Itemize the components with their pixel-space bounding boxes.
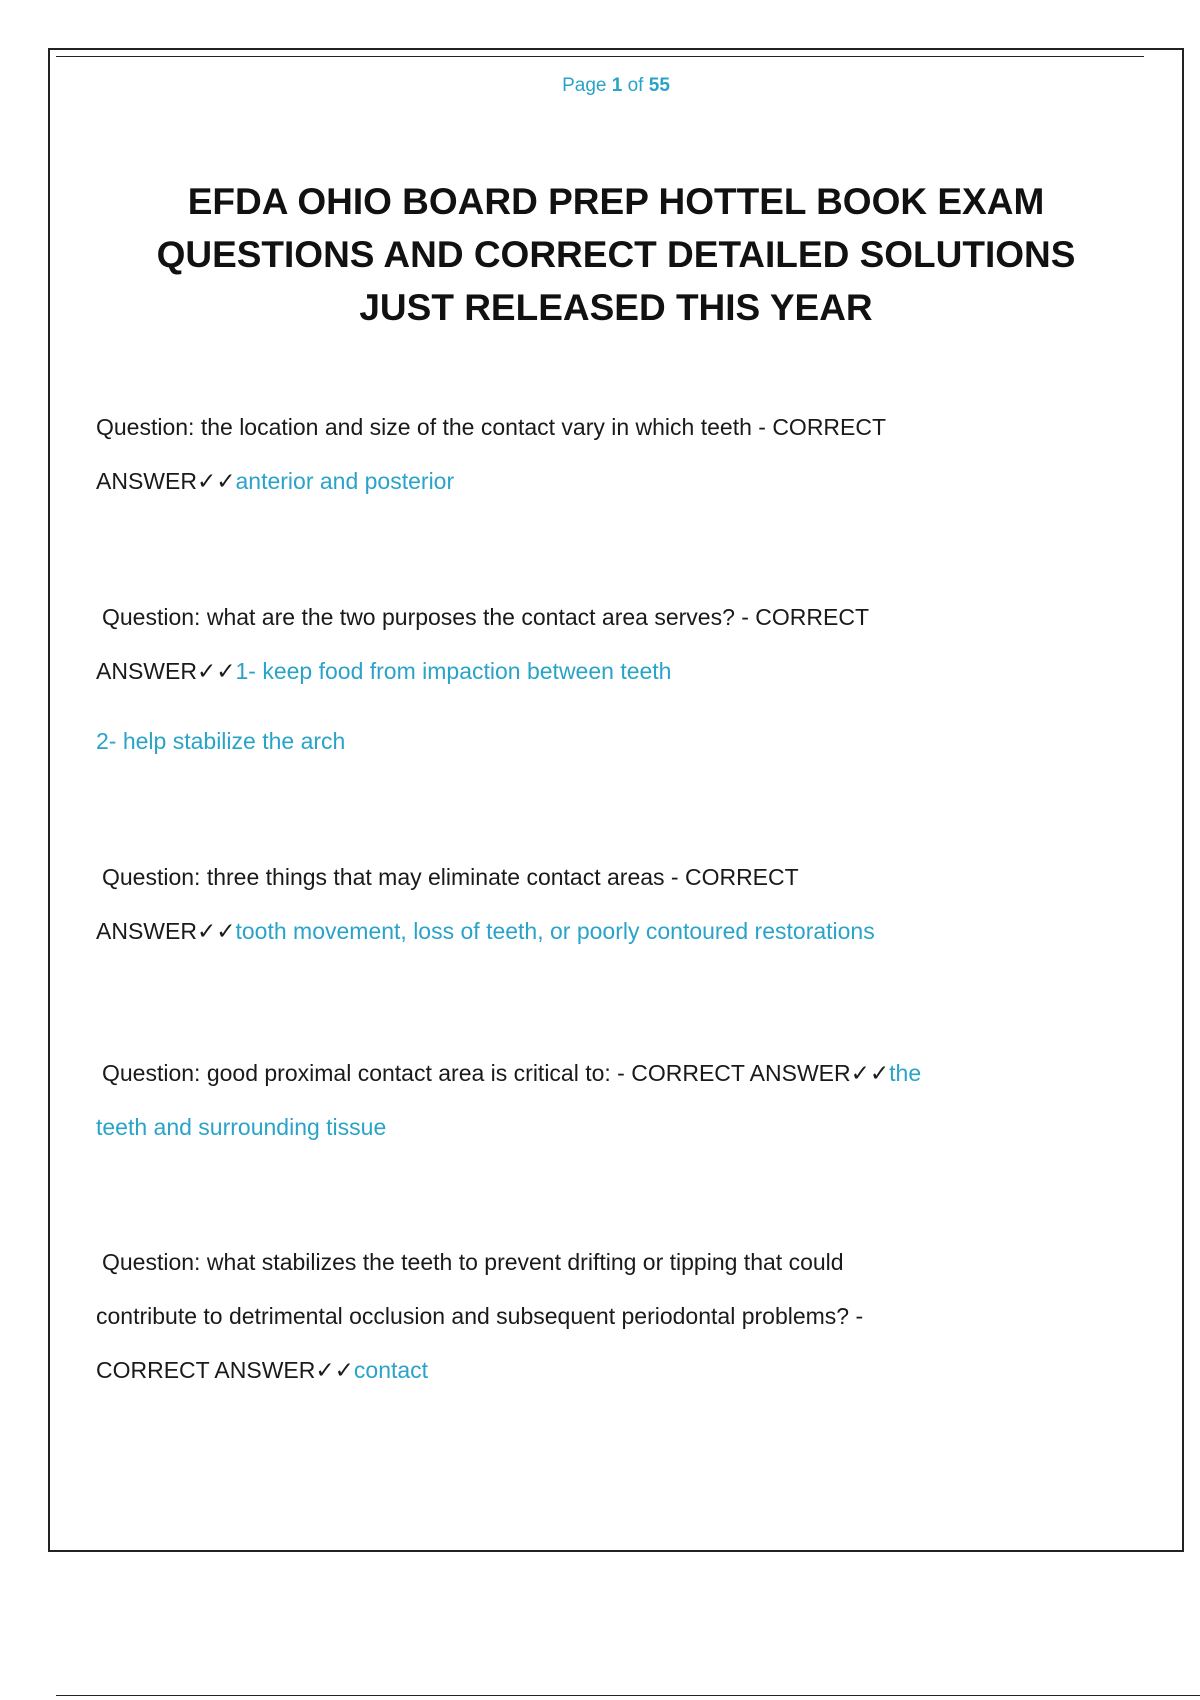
question-text: Question: what stabilizes the teeth to prevent drifting or tipping that could (102, 1249, 844, 1275)
qa-item-5 (96, 1235, 1056, 1397)
title-line-3: JUST RELEASED THIS YEAR (359, 287, 873, 328)
qa-item-2 (96, 590, 1056, 768)
answer-text-continued: 2- help stabilize the arch (96, 728, 346, 754)
answer-prefix: ANSWER✓✓ (96, 918, 236, 944)
title-line-1: EFDA OHIO BOARD PREP HOTTEL BOOK EXAM (187, 181, 1045, 222)
question-text: Question: the location and size of the contact vary in which teeth - CORRECT (96, 414, 887, 440)
answer-text: contact (353, 1357, 429, 1383)
answer-text: anterior and posterior (235, 468, 455, 494)
answer-line (96, 904, 1056, 958)
qa-item-3 (96, 850, 1056, 958)
title-line-2: QUESTIONS AND CORRECT DETAILED SOLUTIONS (156, 234, 1076, 275)
page-current: 1 (611, 75, 623, 96)
answer-line (96, 1343, 1056, 1397)
answer-text: 1- keep food from impaction between teeth (235, 658, 672, 684)
qa-item-1 (96, 400, 1056, 508)
qa-item-4 (96, 1046, 1056, 1154)
footer-rule (56, 1695, 1200, 1696)
question-text-continued: contribute to detrimental occlusion and subsequent periodontal problems? - (96, 1303, 864, 1329)
answer-line (96, 644, 1056, 698)
answer-prefix: CORRECT ANSWER✓✓ (96, 1357, 354, 1383)
answer-text: tooth movement, loss of teeth, or poorly contoured restorations (235, 918, 875, 944)
question-line (96, 1046, 1056, 1100)
answer-text: the (889, 1060, 922, 1086)
document-title (90, 175, 1142, 334)
page-of-word: of (627, 75, 644, 96)
question-text: Question: what are the two purposes the contact area serves? - CORRECT (102, 604, 870, 630)
page-total: 55 (648, 75, 670, 96)
question-text: Question: good proximal contact area is critical to: - CORRECT ANSWER✓✓ (102, 1060, 890, 1086)
answer-text-continued: teeth and surrounding tissue (96, 1114, 387, 1140)
answer-prefix: ANSWER✓✓ (96, 658, 236, 684)
answer-line (96, 454, 1056, 508)
answer-prefix: ANSWER✓✓ (96, 468, 236, 494)
question-text: Question: three things that may eliminate contact areas - CORRECT (102, 864, 799, 890)
page-counter (50, 75, 1182, 97)
header-rule (56, 56, 1144, 57)
page-word: Page (562, 75, 607, 96)
